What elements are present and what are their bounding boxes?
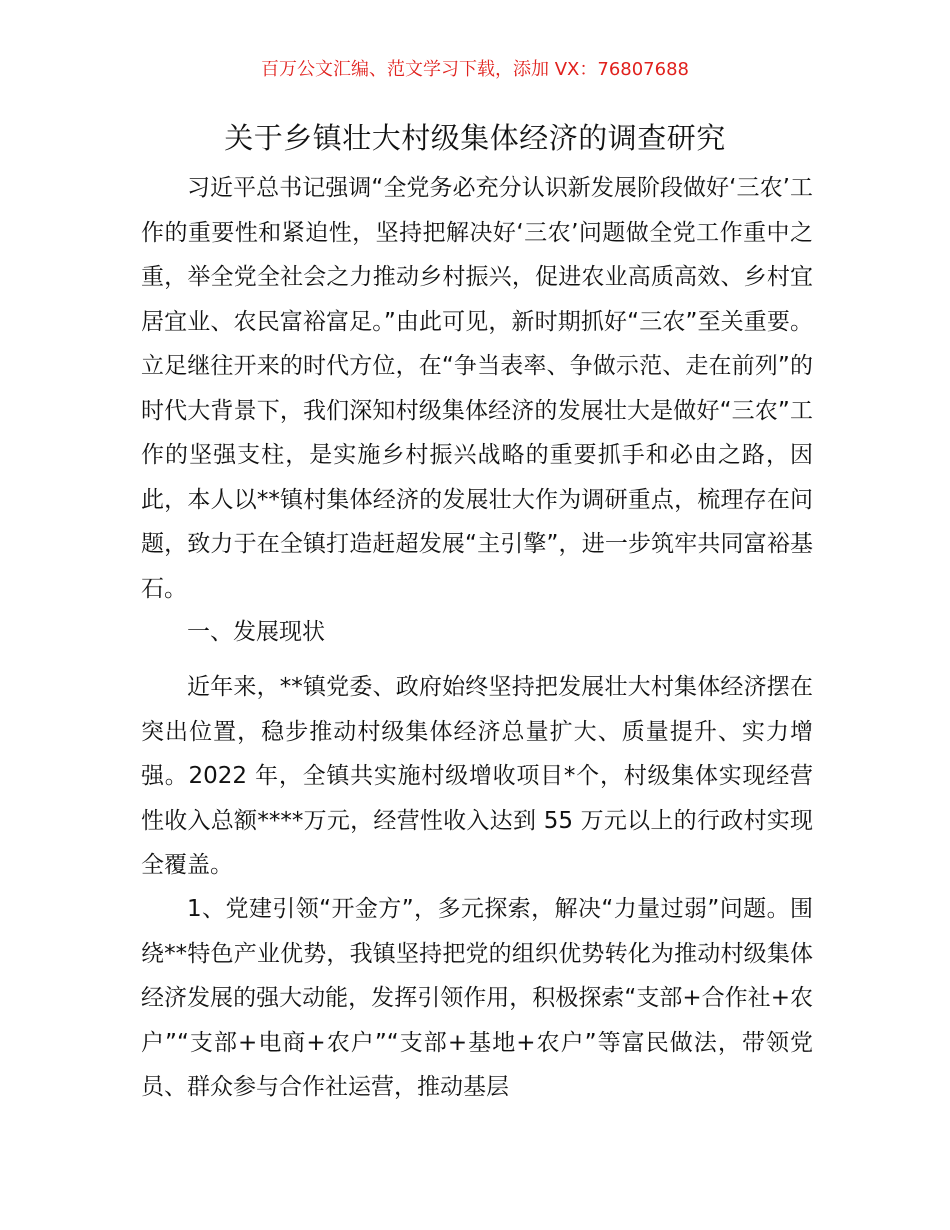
watermark-banner: 百万公文汇编、范文学习下载，添加 VX：76807688 <box>261 59 689 80</box>
party-building-paragraph: 1、党建引领“开金方”，多元探索，解决“力量过弱”问题。围绕**特色产业优势，我镇坚持把党的组织优势转化为推动村级集体经济发展的强大动能，发挥引领作用，积极探索“支部+合作社+农户”“支部+电商+农户”“支部+基地+农户”等富民做法，带领党员、群众参与合作社运营，推动基层 <box>141 896 813 1100</box>
status-paragraph: 近年来，**镇党委、政府始终坚持把发展壮大村集体经济摆在突出位置，稳步推动村级集体经济总量扩大、质量提升、实力增强。2022 年，全镇共实施村级增收项目*个，村级集体实现经营性收入总额****万元，经营性收入达到 55 万元以上的行政村实现全覆盖。 <box>141 674 813 878</box>
intro-paragraph: 习近平总书记强调“全党务必充分认识新发展阶段做好‘三农’工作的重要性和紧迫性，坚持把解决好‘三农’问题做全党工作重中之重，举全党全社会之力推动乡村振兴，促进农业高质高效、乡村宜居宜业、农民富裕富足。”由此可见，新时期抓好“三农”至关重要。立足继往开来的时代方位，在“争当表率、争做示范、走在前列”的时代大背景下，我们深知村级集体经济的发展壮大是做好“三农”工作的坚强支柱，是实施乡村振兴战略的重要抓手和必由之路，因此，本人以**镇村集体经济的发展壮大作为调研重点，梳理存在问题，致力于在全镇打造赶超发展“主引擎”，进一步筑牢共同富裕基石。 <box>141 175 813 602</box>
section-heading-development-status: 一、发展现状 <box>187 619 325 645</box>
document-title: 关于乡镇壮大村级集体经济的调查研究 <box>224 121 726 155</box>
